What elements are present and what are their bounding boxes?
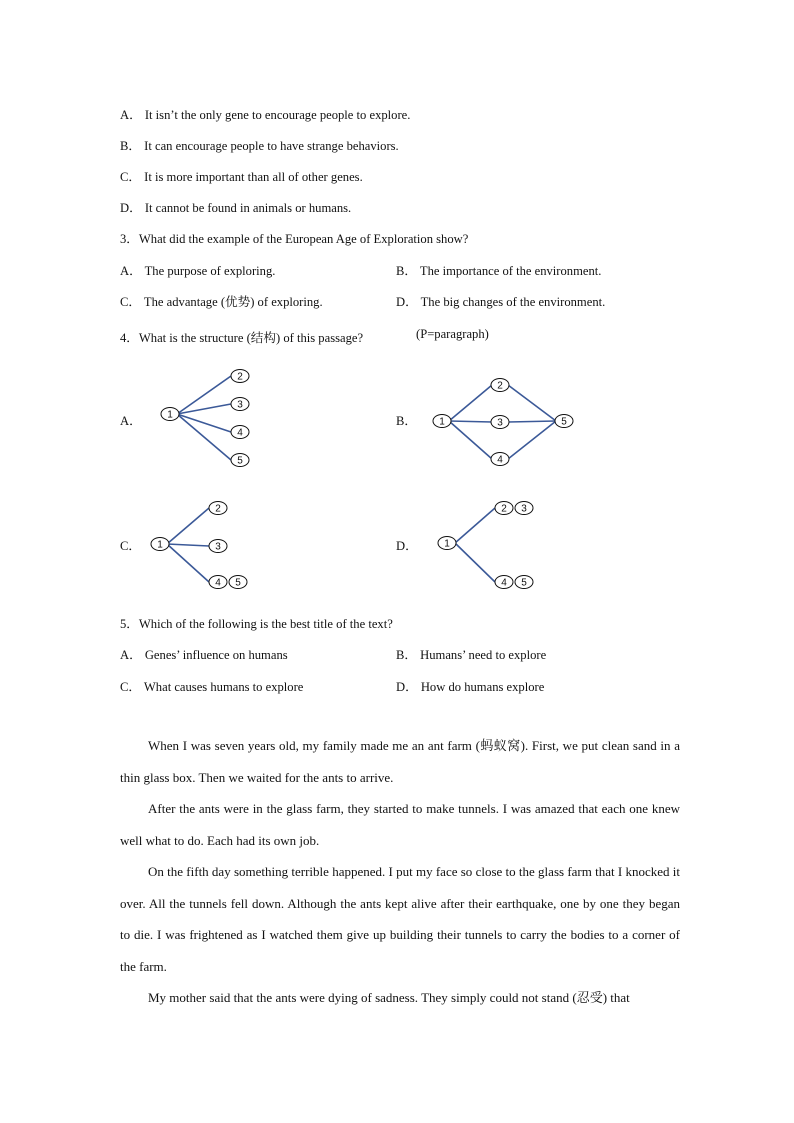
q4-label-d: D． xyxy=(396,539,418,553)
q2-option-c: C． It is more important than all of other genes. xyxy=(120,170,363,184)
node-1: 1 xyxy=(444,538,450,550)
passage-paragraph-4: My mother said that the ants were dying of sadness. They simply could not stand (忍受) that xyxy=(148,990,630,1005)
node-5: 5 xyxy=(235,577,241,589)
node-4: 4 xyxy=(237,427,243,439)
reading-passage xyxy=(120,730,680,1014)
node-5: 5 xyxy=(521,577,527,589)
structure-diagram-d xyxy=(428,494,548,599)
q3-option-d: D． The big changes of the environment. xyxy=(396,295,606,309)
passage-paragraph-2: After the ants were in the glass farm, they started to make tunnels. I was amazed that each one knew well what to do. Each had its own job. xyxy=(120,801,680,848)
passage-paragraph-1: When I was seven years old, my family made me an ant farm (蚂蚁窝). First, we put clean sand in a thin glass box. Then we waited for the ants to arrive. xyxy=(120,738,680,785)
q2-option-a: A． It isn’t the only gene to encourage people to explore. xyxy=(120,108,411,122)
node-2: 2 xyxy=(237,371,243,383)
node-4: 4 xyxy=(501,577,507,589)
node-1: 1 xyxy=(439,416,445,428)
node-3: 3 xyxy=(237,399,243,411)
q3-option-a: A． The purpose of exploring. xyxy=(120,264,276,278)
node-3: 3 xyxy=(521,503,527,515)
node-5: 5 xyxy=(561,416,567,428)
node-2: 2 xyxy=(501,503,507,515)
q5-question: 5．Which of the following is the best title of the text? xyxy=(120,617,393,631)
node-1: 1 xyxy=(167,409,173,421)
q4-label-c: C． xyxy=(120,539,141,553)
q2-option-b: B． It can encourage people to have strange behaviors. xyxy=(120,139,399,153)
node-2: 2 xyxy=(497,380,503,392)
node-2: 2 xyxy=(215,503,221,515)
q4-label-b: B． xyxy=(396,414,417,428)
q3-question: 3．What did the example of the European Age of Exploration show? xyxy=(120,232,469,246)
q5-option-a: A． Genes’ influence on humans xyxy=(120,648,288,662)
q4-question: 4．What is the structure (结构) of this passage? xyxy=(120,331,364,345)
structure-diagram-a xyxy=(150,362,270,479)
node-4: 4 xyxy=(497,454,503,466)
q5-option-c: C． What causes humans to explore xyxy=(120,680,304,694)
node-1: 1 xyxy=(157,539,163,551)
passage-paragraph-3: On the fifth day something terrible happened. I put my face so close to the glass farm that I knocked it over. All the tunnels fell down. Although the ants kept alive after their earthquake, one by one they began to die. I was frightened as I watched them give up building their tunnels to carry the bodies to a corner of the farm. xyxy=(120,864,680,974)
q4-label-a: A． xyxy=(120,414,142,428)
q5-option-b: B． Humans’ need to explore xyxy=(396,648,547,662)
structure-diagram-b xyxy=(424,370,584,479)
q3-option-b: B． The importance of the environment. xyxy=(396,264,602,278)
q4-note: (P=paragraph) xyxy=(416,327,489,341)
q2-option-d: D． It cannot be found in animals or humans. xyxy=(120,201,352,215)
node-4: 4 xyxy=(215,577,221,589)
q3-option-c: C． The advantage (优势) of exploring. xyxy=(120,295,323,309)
node-3: 3 xyxy=(215,541,221,553)
node-3: 3 xyxy=(497,417,503,429)
node-5: 5 xyxy=(237,455,243,467)
q5-option-d: D． How do humans explore xyxy=(396,680,545,694)
structure-diagram-c xyxy=(140,494,260,599)
